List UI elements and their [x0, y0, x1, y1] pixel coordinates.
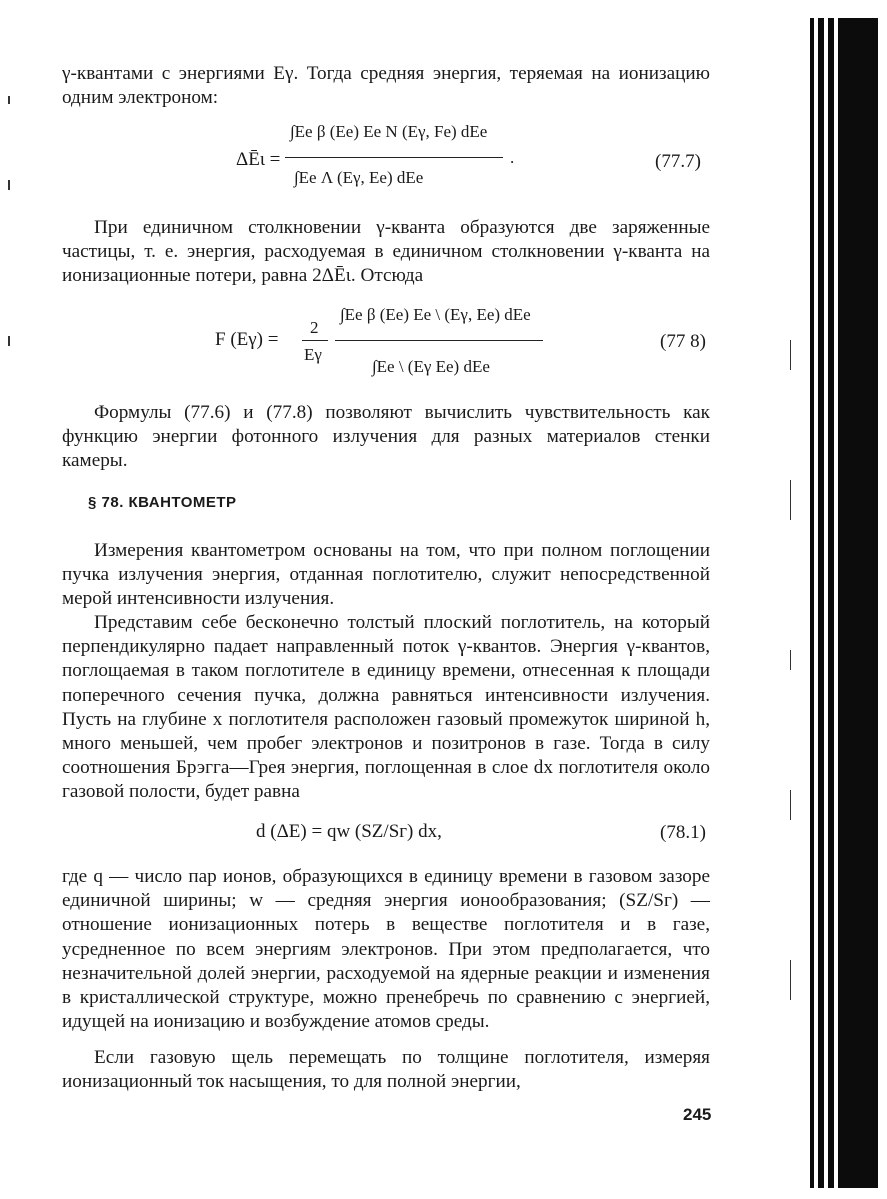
equation-77-8-fraction-bar — [335, 340, 543, 341]
equation-77-8-denominator: ∫Ee \ (Eγ Ee) dEe — [372, 357, 490, 376]
scan-mark — [790, 790, 791, 820]
section-heading: § 78. КВАНТОМЕТР — [88, 494, 237, 511]
equation-77-8-number: (77 8) — [660, 331, 706, 352]
equation-77-7-fraction-bar — [285, 157, 503, 158]
paragraph-text: Формулы (77.6) и (77.8) позволяют вычислить чувствительность как функцию энергии фотонного излучения для разных материалов стенки камеры. — [62, 402, 710, 472]
equation-77-7-number: (77.7) — [655, 151, 701, 172]
paragraph-intro — [62, 62, 710, 110]
equation-78-1-number: (78.1) — [660, 822, 706, 843]
paragraph-five — [62, 611, 710, 805]
equation-77-7-denominator: ∫Ee Λ (Eγ, Ee) dEe — [294, 168, 424, 187]
book-binding-edge — [808, 18, 878, 1188]
paragraph-text: При единичном столкновении γ-кванта образуются две заряженные частицы, т. е. энергия, расходуемая в единичном столкновении γ-кванта на ионизационные потери, равна 2ΔĒι. Отсюда — [62, 217, 710, 287]
paragraph-text: где q — число пар ионов, образующихся в единицу времени в газовом зазоре единичной ширины; w — средняя энергия ионообразования; (SZ/Sг) — отношение ионизационных потерь в веществе поглотителя и в газе, усредненное по всем энергиям электронов. При этом предполагается, что незначительной долей энергии, расходуемой на ядерные реакции и изменения в кристаллической структуре, можно пренебречь по сравнению с энергией, идущей на ионизацию и возбуждение атомов среды. — [62, 866, 710, 1033]
equation-77-8-coef-denominator: Eγ — [304, 345, 322, 364]
paragraph-seven — [62, 1046, 710, 1094]
equation-77-7-period: . — [510, 148, 515, 167]
scan-mark — [8, 336, 10, 346]
equation-77-7-numerator: ∫Ee β (Ee) Ee N (Eγ, Fe) dEe — [290, 122, 488, 141]
paragraph-six — [62, 865, 710, 1034]
paragraph-four — [62, 539, 710, 612]
paragraph-text: γ-квантами с энергиями Eγ. Тогда средняя энергия, теряемая на ионизацию одним электроном: — [62, 63, 710, 109]
equation-77-7-lhs: ΔĒι = — [236, 149, 281, 170]
scan-mark — [8, 180, 10, 190]
paragraph-text: Если газовую щель перемещать по толщине поглотителя, измеряя ионизационный ток насыщения, то для полной энергии, — [62, 1047, 710, 1093]
scan-mark — [790, 650, 791, 670]
equation-77-8-numerator: ∫Ee β (Ee) Ee \ (Eγ, Ee) dEe — [340, 305, 531, 324]
equation-78-1: d (ΔE) = qw (SZ/Sг) dx, — [256, 821, 442, 842]
equation-77-8-lhs: F (Eγ) = — [215, 329, 279, 350]
paragraph-text: Измерения квантометром основаны на том, что при полном поглощении пучка излучения энергия, отданная поглотителю, служит непосредственной мерой интенсивности излучения. — [62, 540, 710, 610]
equation-77-8-coef-numerator: 2 — [310, 318, 319, 337]
scan-mark — [8, 96, 10, 104]
page-number: 245 — [683, 1105, 712, 1124]
paragraph-three — [62, 401, 710, 474]
scan-mark — [790, 960, 791, 1000]
paragraph-text: Представим себе бесконечно толстый плоский поглотитель, на который перпендикулярно падает направленный поток γ-квантов. Энергия γ-квантов, поглощаемая в таком поглотителе в единицу времени, отнесенная к площади поперечного сечения пучка, должна равняться интенсивности излучения. Пусть на глубине x поглотителя расположен газовый промежуток шириной h, много меньшей, чем пробег электронов и позитронов в газе. Тогда в силу соотношения Брэгга—Грея энергия, поглощенная в слое dx поглотителя около газовой полости, будет равна — [62, 612, 710, 803]
scan-mark — [790, 340, 791, 370]
paragraph-two — [62, 216, 710, 289]
equation-77-8-coef-bar — [302, 340, 328, 341]
scan-mark — [790, 480, 791, 520]
